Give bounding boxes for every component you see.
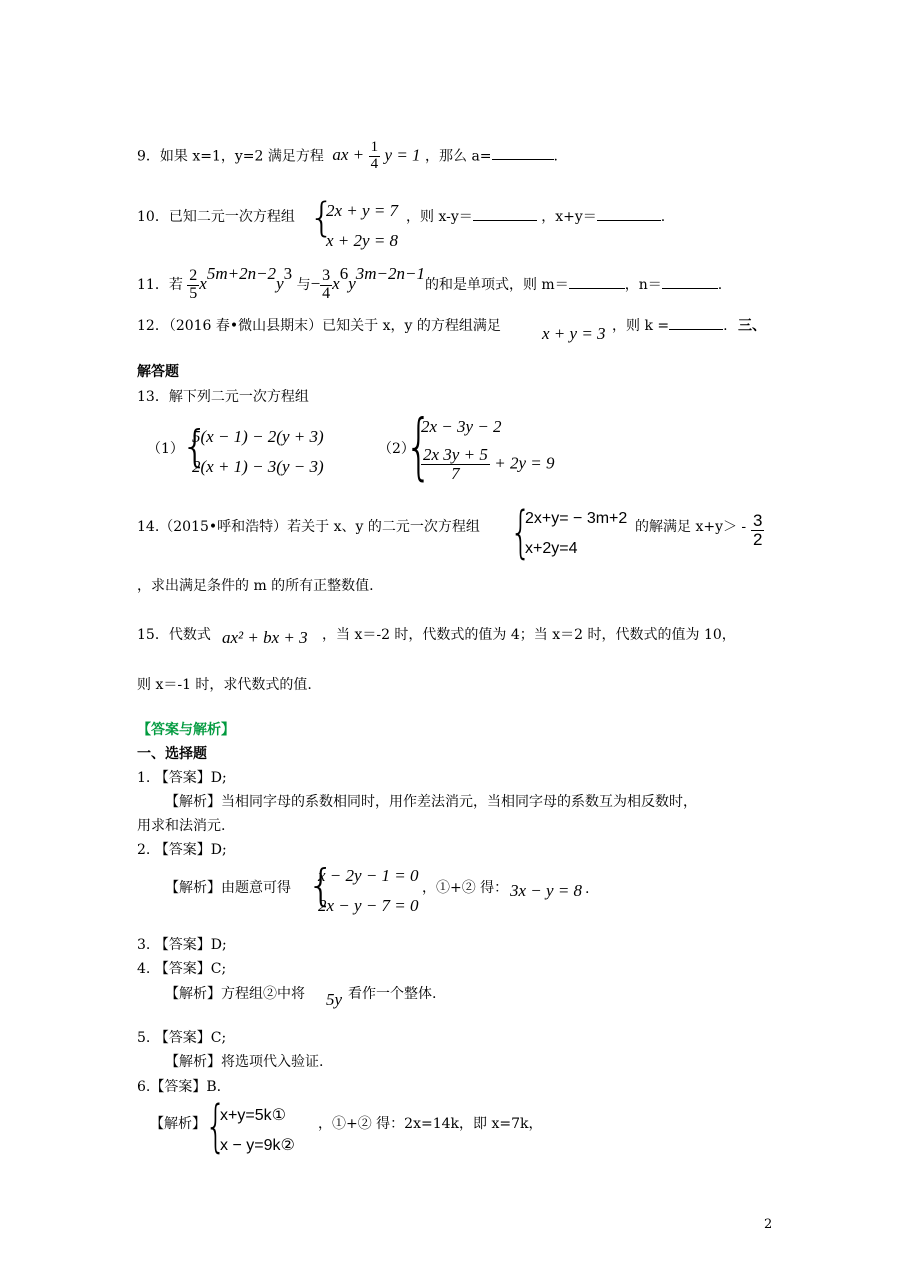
- answer-1-explanation-2: 用求和法消元.: [137, 818, 226, 834]
- answer-5: 5. 【答案】C;: [137, 1030, 227, 1046]
- q11-frac2-num: 3: [322, 266, 331, 284]
- q11-tail: 的和是单项式，则 m＝: [424, 277, 569, 293]
- q11-term1-exp: 5m+2n−2: [206, 264, 277, 283]
- page-number: 2: [764, 1217, 773, 1232]
- answer-3: 3. 【答案】D;: [137, 937, 227, 953]
- q13-p2-frac-num: 2x 3y + 5: [423, 445, 488, 464]
- answer-2-result: 3x − y = 8: [510, 881, 583, 900]
- q12-tail-line: [612, 315, 766, 335]
- answer-2-mid: ，①+② 得：: [422, 880, 509, 896]
- q10-mid: ，则 x-y＝: [406, 209, 473, 225]
- q14-label: 14.（2015•呼和浩特）若关于 x、y 的二元一次方程组: [137, 519, 480, 535]
- answer-2-eq2: 2x − y − 7 = 0: [318, 896, 419, 915]
- q15-expr: ax² + bx + 3: [222, 628, 308, 647]
- q13-p2-tail: + 2y = 9: [494, 453, 555, 473]
- q15-line2: 则 x＝-1 时，求代数式的值.: [137, 677, 312, 693]
- answer-4-explanation: 【解析】方程组②中将: [165, 986, 305, 1002]
- q10-eq2: x + 2y = 8: [326, 231, 399, 250]
- q11-blank1[interactable]: [569, 274, 625, 289]
- q14-eq1: 2x+y= − 3m+2: [525, 510, 628, 527]
- q11-term1-yexp: 3: [283, 264, 293, 283]
- q12-end: .: [723, 318, 728, 334]
- q13-p2-brace-icon: {: [405, 404, 433, 488]
- answer-6-tail: ，①+② 得：2x=14k，即 x=7k，: [318, 1116, 543, 1132]
- q13-p1-eq2: 2(x + 1) − 3(y − 3): [192, 457, 324, 476]
- q11-mid: ，n＝: [624, 277, 662, 293]
- q13-p1-brace-icon: {: [181, 421, 209, 472]
- answer-4-tail: 看作一个整体.: [348, 986, 437, 1002]
- q14-frac-num: 3: [753, 511, 763, 530]
- q10-eq1: 2x + y = 7: [326, 201, 399, 220]
- answer-4-term: 5y: [326, 990, 343, 1009]
- q15-tail: ，当 x＝-2 时，代数式的值为 4；当 x＝2 时，代数式的值为 10，: [322, 627, 736, 643]
- q13-p2-fraction: [421, 446, 490, 483]
- q13-p2-eq2: [421, 446, 555, 483]
- q13-p1-label: （1）: [147, 441, 184, 457]
- q10-tail: .: [660, 209, 666, 225]
- q11-end: .: [717, 277, 723, 293]
- q12-eq: x + y = 3: [542, 324, 606, 343]
- q11-connector: 与: [296, 277, 311, 293]
- q11-term2-x: x: [332, 274, 340, 293]
- q11-label: 11．若: [137, 277, 183, 293]
- answers-heading: 【答案与解析】: [137, 722, 235, 738]
- answer-2-end: .: [585, 881, 590, 897]
- q13-p2-label: （2）: [378, 441, 415, 457]
- answer-5-explanation: 【解析】将选项代入验证.: [165, 1054, 324, 1070]
- answer-2-explanation: 【解析】由题意可得: [165, 880, 291, 896]
- answer-6: 6.【答案】B.: [137, 1079, 222, 1095]
- q14-fraction: [751, 512, 764, 549]
- q11-frac1-num: 2: [189, 266, 198, 284]
- q11-term1-y: y: [276, 274, 284, 293]
- q11-frac2: [320, 268, 332, 303]
- q11-line: [137, 264, 722, 302]
- q9-label: 9．如果 x=1，y=2 满足方程: [137, 148, 324, 165]
- q9-fraction: [369, 140, 381, 173]
- q10-brace-icon: {: [309, 195, 335, 241]
- answer-1: 1. 【答案】D;: [137, 770, 227, 786]
- q10-blank1[interactable]: [473, 206, 537, 221]
- q9-eq-right: y = 1: [384, 145, 421, 165]
- answer-2-eq1: x − 2y − 1 = 0: [318, 866, 419, 885]
- q9-line: 9．如果 x=1，y=2 满足方程 ax + $\frac{1}{4}$ y = 1 ，那么 a= .: [137, 139, 558, 172]
- q10-label: 10．已知二元一次方程组: [137, 209, 295, 225]
- q10-blank2[interactable]: [597, 206, 661, 221]
- q14-frac-den: 2: [753, 529, 763, 549]
- q11-term2-y: y: [348, 274, 356, 293]
- section3-title: 解答题: [137, 364, 179, 380]
- q12-tail: ，则 k =: [612, 318, 670, 334]
- q11-frac1-den: 5: [189, 284, 198, 302]
- answer-6-brace-icon: {: [205, 1094, 227, 1159]
- q10-mid2: ，x+y＝: [541, 209, 597, 225]
- q9-frac-num: 1: [370, 139, 379, 155]
- q15-label: 15．代数式: [137, 627, 211, 643]
- answer-6-eq2: x − y=9k②: [220, 1137, 295, 1154]
- answer-4: 4. 【答案】C;: [137, 961, 227, 977]
- q14-line2: ，求出满足条件的 m 的所有正整数值.: [137, 578, 374, 594]
- answer-2-brace-icon: {: [307, 860, 335, 911]
- q9-eq-left: ax +: [332, 145, 365, 165]
- q11-frac2-den: 4: [322, 284, 331, 302]
- q11-term1-x: x: [199, 274, 207, 293]
- q12-label: 12．（2016 春•微山县期末）已知关于 x，y 的方程组满足: [137, 318, 501, 334]
- q13-label: 13．解下列二元一次方程组: [137, 389, 309, 405]
- q11-term2-yexp: 3m−2n−1: [355, 264, 425, 283]
- q11-blank2[interactable]: [662, 274, 718, 289]
- q14-brace-icon: {: [510, 500, 532, 565]
- q14-mid: 的解满足 x+y＞ -: [635, 519, 747, 535]
- answer-2: 2. 【答案】D;: [137, 842, 227, 858]
- q9-frac-den: 4: [370, 155, 379, 172]
- q9-answer-blank[interactable]: [492, 145, 554, 160]
- q12-blank[interactable]: [669, 315, 723, 330]
- q10-tail-line: [406, 206, 665, 226]
- q14-eq2: x+2y=4: [525, 540, 578, 557]
- q11-frac1: [187, 268, 199, 303]
- answers-section1: 一、选择题: [137, 746, 207, 762]
- q9-tail: ，那么 a=: [425, 148, 492, 165]
- answer-1-explanation-1: 【解析】当相同字母的系数相同时，用作差法消元，当相同字母的系数互为相反数时，: [165, 794, 697, 810]
- q13-p2-frac-den: 7: [451, 463, 460, 483]
- q13-p2-eq1: 2x − 3y − 2: [421, 417, 502, 436]
- answer-6-explanation: 【解析】: [150, 1116, 206, 1132]
- section3-prefix: 三、: [738, 318, 767, 334]
- answer-6-eq1: x+y=5k①: [220, 1107, 286, 1124]
- q11-term2-exp: 6: [339, 264, 349, 283]
- q13-p1-eq1: 5(x − 1) − 2(y + 3): [192, 427, 324, 446]
- q11-neg: −: [310, 274, 321, 293]
